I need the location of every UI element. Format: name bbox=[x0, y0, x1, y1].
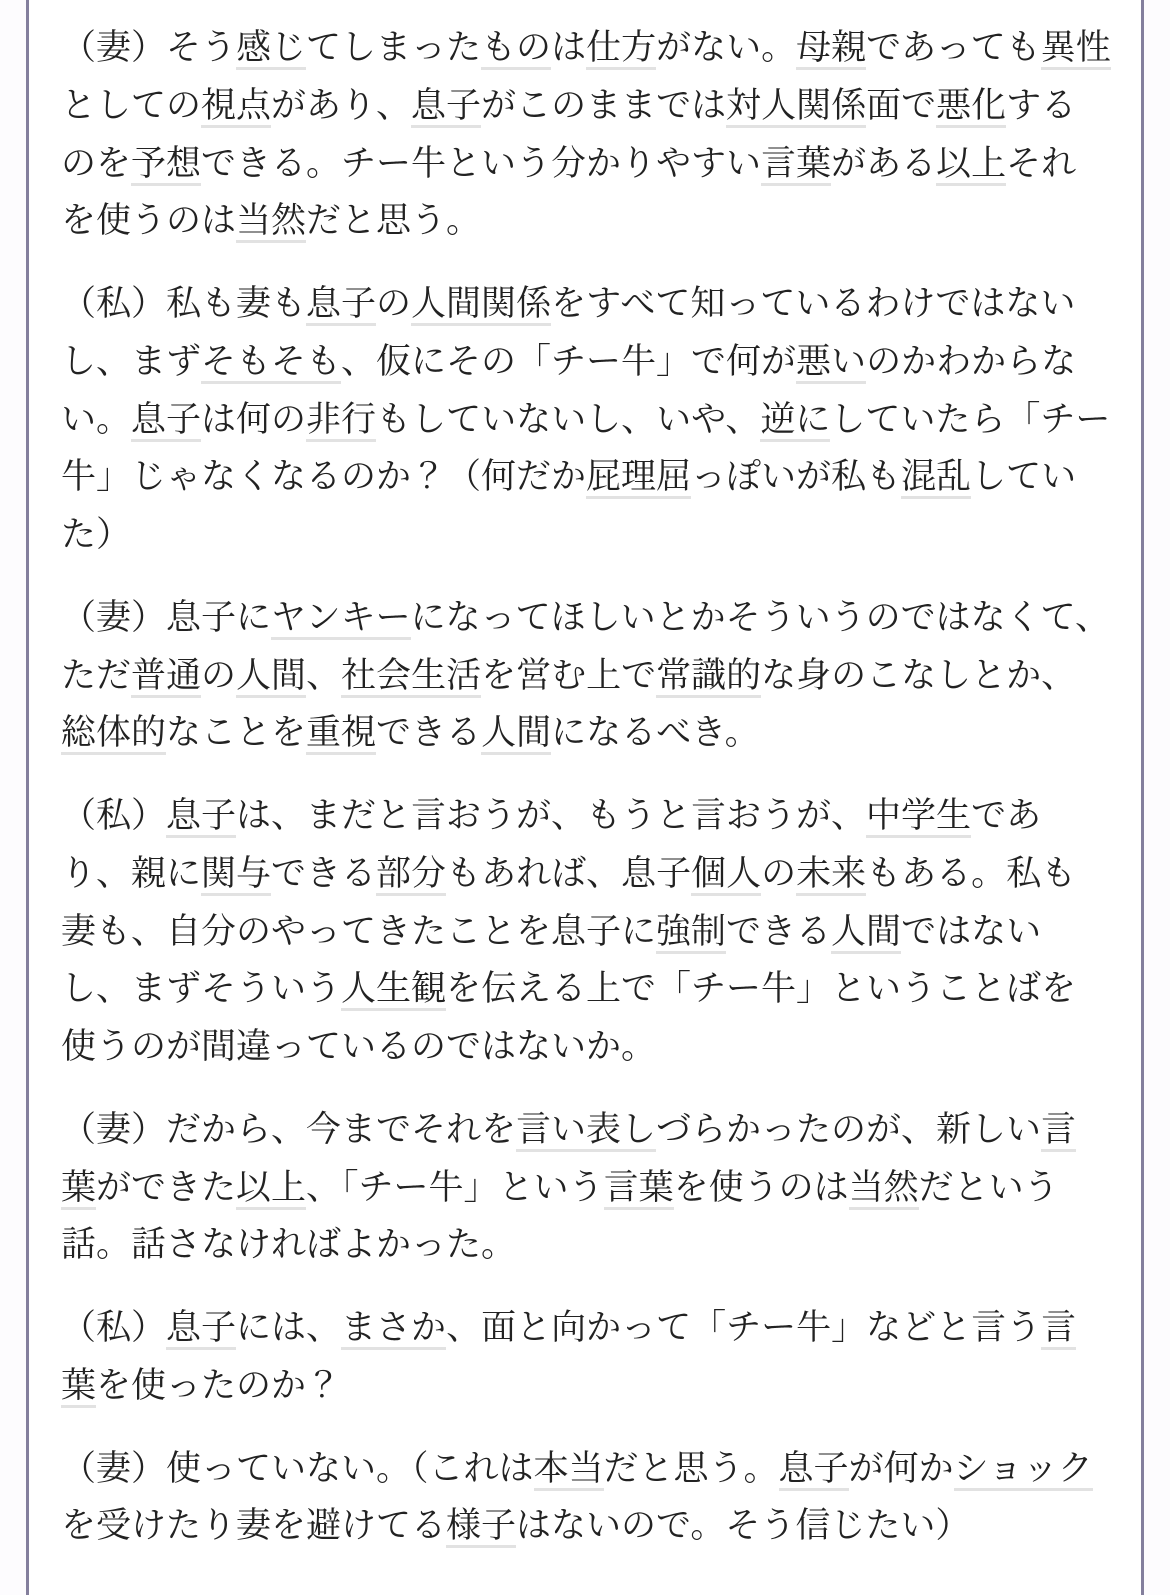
keyword-link[interactable]: 息子 bbox=[131, 400, 201, 442]
text-segment: の bbox=[376, 284, 412, 323]
keyword-link[interactable]: 以上 bbox=[236, 1168, 306, 1210]
keyword-link[interactable]: 悪い bbox=[796, 342, 866, 384]
keyword-link[interactable]: ヤンキー bbox=[271, 598, 411, 640]
keyword-link[interactable]: まさか bbox=[341, 1308, 446, 1350]
text-segment: っぽいが私も bbox=[691, 457, 902, 497]
keyword-link[interactable]: そもそも bbox=[201, 342, 341, 384]
keyword-link[interactable]: 部分 bbox=[376, 854, 446, 896]
keyword-link[interactable]: 人間 bbox=[481, 713, 551, 755]
keyword-link[interactable]: 未来 bbox=[796, 854, 866, 896]
text-segment: 、仮にその「チー牛」で何が bbox=[341, 341, 797, 381]
text-segment: であっても bbox=[866, 28, 1041, 67]
keyword-link[interactable]: 息子 bbox=[411, 86, 481, 128]
text-segment: していたら「チー牛」じゃなくなるのか？（何だか bbox=[61, 399, 1111, 497]
keyword-link[interactable]: 非行 bbox=[306, 400, 376, 442]
keyword-link[interactable]: 普通 bbox=[131, 656, 201, 698]
text-segment: （妻）そう bbox=[61, 28, 237, 67]
paragraph bbox=[61, 1440, 1111, 1556]
text-segment: （私）私も妻も bbox=[61, 284, 307, 323]
keyword-link[interactable]: 強制 bbox=[656, 912, 726, 954]
keyword-link[interactable]: 人間 bbox=[831, 912, 901, 954]
keyword-link[interactable]: 人間 bbox=[236, 656, 306, 698]
keyword-link[interactable]: 関与 bbox=[201, 854, 271, 896]
keyword-link[interactable]: 言葉 bbox=[61, 1308, 1076, 1408]
text-segment: するのを bbox=[61, 85, 1077, 183]
text-segment: できる。チー牛という分かりやすい bbox=[201, 143, 762, 183]
keyword-link[interactable]: 言い表し bbox=[516, 1110, 656, 1152]
text-segment: を伝える上で「チー牛」ということばを使うのが間違っているのではないか。 bbox=[61, 969, 1077, 1066]
text-segment: のかわからない。 bbox=[61, 341, 1077, 439]
text-segment: を使うのは bbox=[673, 1167, 849, 1207]
text-segment: の bbox=[201, 655, 237, 695]
keyword-link[interactable]: 予想 bbox=[131, 144, 201, 186]
article-body bbox=[61, 19, 1111, 1555]
text-segment: には、 bbox=[236, 1308, 342, 1347]
keyword-link[interactable]: 感じ bbox=[236, 28, 306, 70]
keyword-link[interactable]: 個人 bbox=[691, 854, 761, 896]
text-segment: がある bbox=[831, 143, 937, 183]
keyword-link[interactable]: もの bbox=[481, 28, 551, 70]
text-segment: （私） bbox=[61, 796, 167, 835]
text-segment: になるべき。 bbox=[551, 713, 760, 753]
keyword-link[interactable]: 総体的 bbox=[61, 713, 166, 755]
text-segment: もしていないし、いや、 bbox=[376, 399, 761, 439]
keyword-link[interactable]: 本当 bbox=[534, 1449, 604, 1491]
text-segment: それを使うのは bbox=[61, 143, 1077, 241]
keyword-link[interactable]: 中学生 bbox=[866, 796, 971, 838]
text-segment: があり、 bbox=[271, 85, 412, 125]
keyword-link[interactable]: 当然 bbox=[236, 201, 306, 243]
text-segment: （妻）息子に bbox=[61, 597, 272, 637]
paragraph bbox=[61, 787, 1111, 1076]
text-segment: な身のこなしとか、 bbox=[761, 655, 1077, 695]
text-segment: が何か bbox=[848, 1448, 954, 1488]
article-panel bbox=[26, 0, 1144, 1595]
text-segment: を受けたり妻を避けてる bbox=[61, 1506, 447, 1546]
text-segment: ではないし、まずそういう bbox=[61, 911, 1042, 1009]
keyword-link[interactable]: 人間関係 bbox=[411, 284, 551, 326]
keyword-link[interactable]: 逆に bbox=[760, 400, 830, 442]
keyword-link[interactable]: 言葉 bbox=[604, 1168, 674, 1210]
text-segment: がこのままでは bbox=[481, 85, 727, 125]
keyword-link[interactable]: 以上 bbox=[936, 144, 1006, 186]
text-segment: の bbox=[761, 853, 797, 893]
text-segment: できる bbox=[726, 911, 832, 951]
keyword-link[interactable]: 様子 bbox=[446, 1506, 516, 1548]
keyword-link[interactable]: ショック bbox=[954, 1449, 1093, 1491]
text-segment: はないので。そう信じたい） bbox=[516, 1506, 971, 1546]
text-segment: （妻）だから、今までそれを bbox=[61, 1109, 517, 1149]
text-segment: としての bbox=[61, 85, 202, 125]
text-segment: もあれば、息子 bbox=[446, 853, 692, 893]
text-segment: （妻）使っていない。（これは bbox=[61, 1448, 534, 1488]
text-segment: であり、親に bbox=[61, 796, 1042, 893]
keyword-link[interactable]: 言葉 bbox=[61, 1110, 1076, 1210]
keyword-link[interactable]: 人生観 bbox=[341, 969, 446, 1011]
keyword-link[interactable]: 社会生活 bbox=[341, 656, 481, 698]
text-segment: を使ったのか？ bbox=[96, 1365, 342, 1405]
keyword-link[interactable]: 当然 bbox=[849, 1168, 919, 1210]
keyword-link[interactable]: 息子 bbox=[306, 284, 376, 326]
text-segment: できる bbox=[271, 853, 377, 893]
text-segment: だと思う。 bbox=[306, 201, 482, 241]
text-segment: は何の bbox=[201, 399, 307, 439]
text-segment: できる bbox=[376, 713, 482, 753]
text-segment: だと思う。 bbox=[603, 1448, 779, 1488]
text-segment: を営む上で bbox=[481, 655, 657, 695]
paragraph bbox=[61, 1299, 1111, 1415]
keyword-link[interactable]: 息子 bbox=[166, 1308, 236, 1350]
text-segment: していた） bbox=[61, 457, 1077, 554]
keyword-link[interactable]: 悪化 bbox=[936, 86, 1006, 128]
text-segment: がない。 bbox=[656, 28, 797, 67]
text-segment: になってほしいとかそういうのではなくて、ただ bbox=[61, 597, 1110, 695]
text-segment: は bbox=[551, 28, 587, 67]
keyword-link[interactable]: 異性 bbox=[1041, 28, 1111, 70]
keyword-link[interactable]: 屁理屈 bbox=[586, 457, 691, 499]
keyword-link[interactable]: 言葉 bbox=[761, 144, 831, 186]
keyword-link[interactable]: 息子 bbox=[779, 1449, 849, 1491]
text-segment: は、まだと言おうが、もうと言おうが、 bbox=[236, 796, 867, 835]
text-segment: （私） bbox=[61, 1308, 167, 1347]
text-segment: なことを bbox=[166, 713, 307, 753]
paragraph bbox=[61, 589, 1111, 762]
keyword-link[interactable]: 視点 bbox=[201, 86, 271, 128]
text-segment: づらかったのが、新しい bbox=[656, 1109, 1042, 1149]
text-segment: 面で bbox=[866, 85, 937, 125]
text-segment: ができた bbox=[96, 1167, 237, 1207]
keyword-link[interactable]: 息子 bbox=[166, 796, 236, 838]
keyword-link[interactable]: 重視 bbox=[306, 713, 376, 755]
text-segment: をすべて知っているわけではないし、まず bbox=[61, 284, 1076, 381]
text-segment: もある。私も妻も、自分のやってきたことを息子に bbox=[61, 853, 1077, 951]
text-segment: 、 bbox=[306, 655, 342, 695]
text-segment: てしまった bbox=[306, 28, 482, 67]
keyword-link[interactable]: 母親 bbox=[796, 28, 866, 70]
text-segment: 、「チー牛」という bbox=[306, 1167, 604, 1207]
text-segment: 、面と向かって「チー牛」などと言う bbox=[446, 1308, 1042, 1347]
text-segment: だという話。話さなければよかった。 bbox=[61, 1167, 1059, 1265]
keyword-link[interactable]: 常識的 bbox=[656, 656, 761, 698]
paragraph bbox=[61, 275, 1111, 564]
keyword-link[interactable]: 対人関係 bbox=[726, 86, 866, 128]
keyword-link[interactable]: 混乱 bbox=[901, 457, 971, 499]
paragraph bbox=[61, 1101, 1111, 1274]
paragraph bbox=[61, 19, 1111, 250]
keyword-link[interactable]: 仕方 bbox=[586, 28, 656, 70]
